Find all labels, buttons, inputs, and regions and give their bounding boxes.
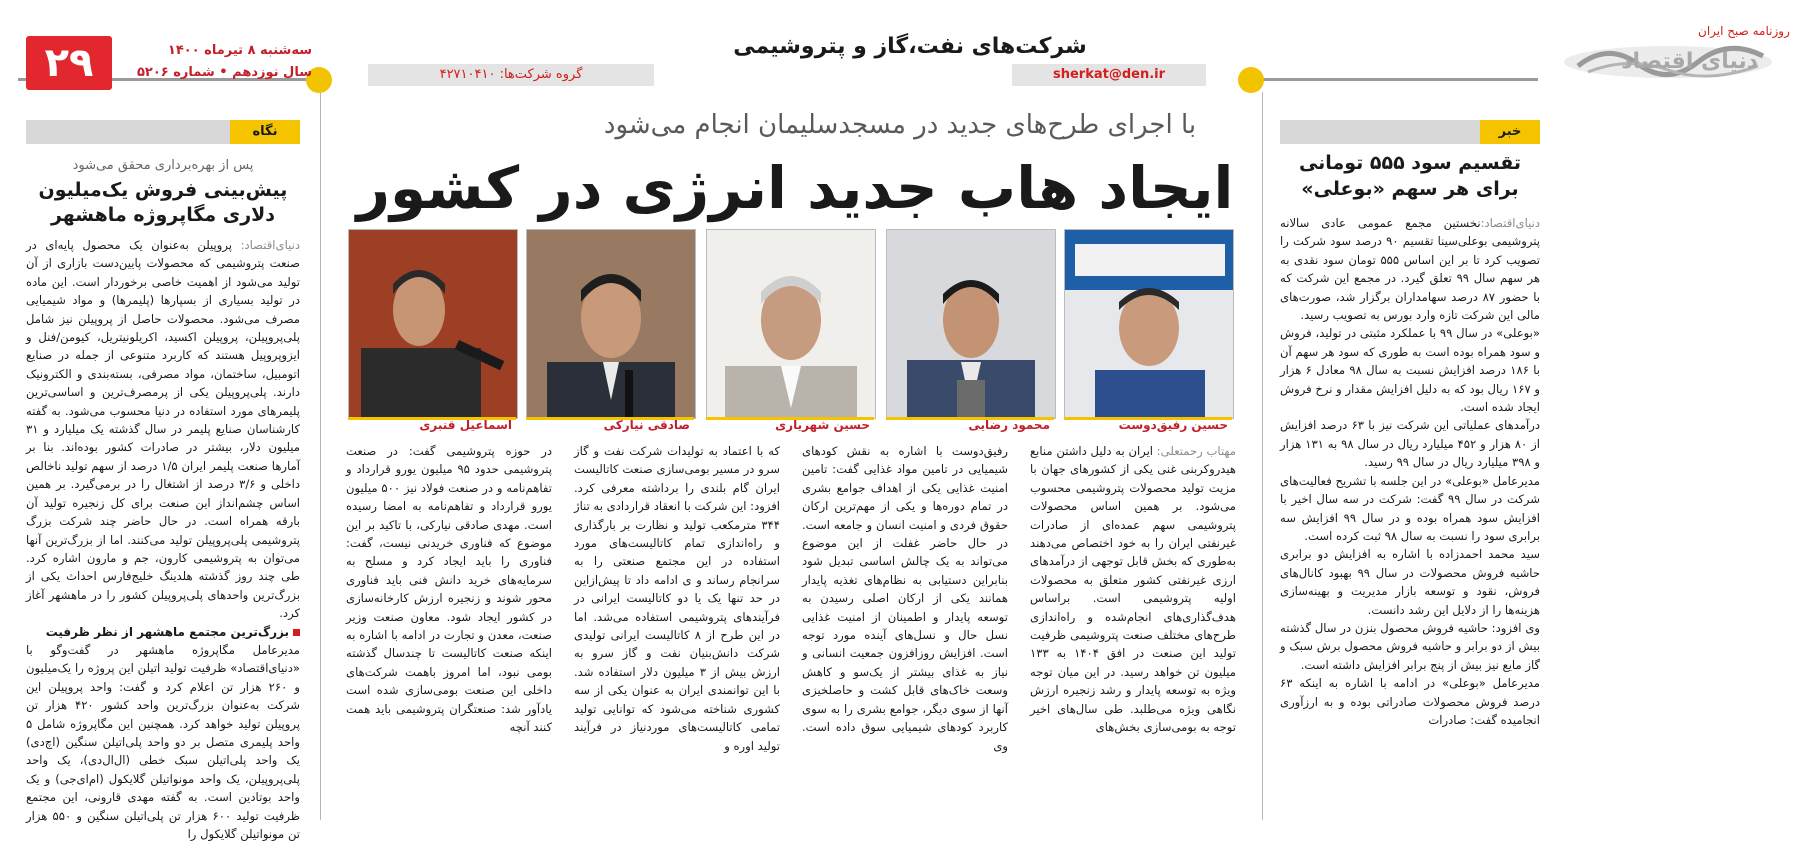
left-column-tag: نگاه [26,120,300,144]
masthead[interactable] [1548,22,1788,82]
photo-caption: حسین شهریاری [706,417,874,438]
column-divider [320,92,321,820]
issue-number: سال نوزدهم • شماره ۵۲۰۶ [136,65,312,80]
photo-caption: محمود رضایی [886,417,1054,438]
right-column-title[interactable]: تقسیم سود ۵۵۵ تومانی برای هر سهم «بوعلی» [1298,152,1522,200]
right-column-body: دنیای‌اقتصاد:نخستین مجمع عمومی عادی سالانه پتروشیمی بوعلی‌سینا تقسیم ۹۰ درصد سود شرکت را تصویب کرد تا بر این اساس ۵۵۵ تومان سود نقدی به هر سهم سال ۹۹ تعلق گیرد. در مجمع این شرکت که با حضور ۸۷ درصد سهامداران برگزار شد، صورت‌های مالی این شرکت تازه وارد بورس به تصویب رسید. «بوعلی» در سال ۹۹ با عملکرد مثبتی در تولید، فروش و سود همراه بوده است به طوری که سود هر سهم آن با ۱۸۶ درصد افزایش نسبت به سال ۹۸ معادل ۶ هزار و ۱۶۷ ریال بود که به دلیل افزایش مقدار و نرخ فروش ایجاد شده است. درآمدهای عملیاتی این شرکت نیز با ۶۳ درصد افزایش از ۸۰ هزار و ۴۵۲ میلیارد ریال در سال ۹۸ به ۱۳۱ هزار و ۳۹۸ میلیارد ریال در سال ۹۹ رسید. مدیرعامل «بوعلی» در این جلسه با تشریح فعالیت‌های شرکت در سال ۹۹ گفت: شرکت در سه سال اخیر با افزایش سود همراه بوده و در سال ۹۹ افزایش سه برابری سود را نسبت به سال ۹۸ ثبت کرده است. سید محمد احمدزاده با اشاره به افزایش دو برابری حاشیه فروش محصولات در سال ۹۹ بهبود کانال‌های فروش، نقود و توسعه بازار مدیریت و بهینه‌سازی هزینه‌ها را از دلایل این رشد دانست. وی افزود: حاشیه فروش محصول بنزن در سال گذشته بیش از دو برابر و حاشیه فروش محصول برش سبک و گاز مایع نیز بیش از پنج برابر افزایش داشته است. مدیرعامل «بوعلی» در ادامه با اشاره به اینکه ۶۳ درصد فروش محصولات صادراتی بوده و به ارزآوری انجامیده گفت: صادرات [1280,216,1541,727]
page-number: ۲۹ [26,36,112,90]
photo-caption: صادقی نیارکی [526,417,694,438]
story-column-2: رفیق‌دوست با اشاره به نقش کودهای شیمیایی در تامین مواد غذایی گفت: تامین امنیت غذایی یکی از اهداف جوامع بشری در تمام دوره‌ها و یکی از مهم‌ترین ارکان حقوق فردی و امنیت انسان و جامعه است. در حال حاضر غفلت از این موضوع می‌تواند به یک چالش اساسی تبدیل شود بنابراین دستیابی به نظام‌های تغذیه پایدار همانند یکی از ارکان اصلی رسیدن به توسعه پایدار و اطمینان از امنیت غذایی نسل حال و نسل‌های آینده مورد توجه است. افزایش روزافزون جمعیت انسانی و نیاز به غذای بیشتر از یک‌سو و کاهش وسعت خاک‌های قابل کشت و حاصلخیزی آنها از سوی دیگر، جوامع بشری را به سوی کاربرد کودهای شیمیایی سوق داده است. وی [802,444,1008,753]
story-column-4: در حوزه پتروشیمی گفت: در صنعت پتروشیمی حدود ۹۵ میلیون یورو قرارداد و تفاهم‌نامه و در صنعت فولاد نیز ۵۰۰ میلیون یورو قرارداد و تفاهم‌نامه به امضا رسیده است. مهدی صادقی نیارکی، با تاکید بر این موضوع که فناوری خریدنی نیست، گفت: فناوری را باید ایجاد کرد و مسلح به سرمایه‌های خرید دانش فنی باید فناوری محور شوند و زنجیره ارزش کارخانه‌سازی در کشور ایجاد شود. معاون صنعت وزیر صنعت، معدن و تجارت در ادامه با اشاره به اینکه صنعت کاتالیست تا چندسال گذشته بومی نبود، اما امروز باهمت شرکت‌های داخلی این صنعت بومی‌سازی شده است یادآور شد: صنعتگران پتروشیمی باید همت کنند آنچه [346,444,553,735]
left-column-kicker: پس از بهره‌برداری محقق می‌شود [72,158,254,173]
photo-ghanbari [348,229,518,419]
issue-date: سه‌شنبه ۸ تیرماه ۱۴۰۰ [167,43,312,58]
right-column-tag: خبر [1280,120,1540,144]
section-title: شرکت‌های نفت،گاز و پتروشیمی [733,34,1087,59]
photo-rezaei [886,229,1056,419]
left-column-body: دنیای‌اقتصاد: پروپیلن به‌عنوان یک محصول پایه‌ای در صنعت پتروشیمی که محصولات پایین‌دست بازاری از آن تولید می‌شود از اهمیت خاصی برخوردار است. این ماده در تولید بسیاری از بسپارها (پلیمرها) و مواد شیمیایی مصرف می‌شود. محصولات حاصل از پروپیلن نیز شامل پلی‌پروپیلن، پروپیلن اکسید، اکریلونیتریل، کیومن/فنل و ایزوپروپیل هستند که کاربرد متنوعی از جمله در صنایع اتومبیل، ساختمان، مواد مصرفی، بسته‌بندی و الکترونیک دارند. پلی‌پروپیلن یکی از پرمصرف‌ترین و اساسی‌ترین پلیمرهای مورد استفاده در دنیا محسوب می‌شود. به گفته کارشناسان صنایع پلیمر در سال گذشته یک میلیارد و ۳۱ میلیون دلار، بیشتر در صادرات کشور بوده‌اند. بنا بر آمارها صنعت پلیمر ایران ۱/۵ درصد از سهم تولید ناخالص داخلی و ۳/۶ درصد از اشتغال را در برمی‌گیرد. بر همین اساس چشم‌انداز این صنعت برای کل زنجیره تولید آن بارقه همراه است. در حال حاضر چند شرکت بزرگ پتروشیمی پلی‌پروپیلن تولید می‌کنند. اما از بزرگ‌ترین آنها می‌توان به پتروشیمی کارون، جم و مارون اشاره کرد. طی چند روز گذشته هلدینگ خلیج‌فارس احداث یکی از بزرگ‌ترین واحدهای پلی‌پروپیلن کشور را در ماهشهر آغاز کرد. بزرگ‌ترین مجتمع ماهشهر از نظر ظرفیت مدیرعامل مگاپروژه ماهشهر در گفت‌وگو با «دنیای‌اقتصاد» ظرفیت تولید اتیلن این پروژه را یک‌میلیون و ۲۶۰ هزار تن اعلام کرد و گفت: واحد پروپیلن این شرکت به‌عنوان بزرگ‌ترین واحد کشور ۴۲۰ هزار تن پروپیلن تولید خواهد کرد. همچنین این مگاپروژه شامل ۵ واحد پلیمری متصل بر دو واحد پلی‌اتیلن سنگین (اچ‌دی) یک واحد پلی‌اتیلن سبک خطی (ال‌ال‌دی)، یک واحد پلی‌پروپیلن، یک واحد مونواتیلن گلایکول (ام‌ای‌جی) و یک واحد بوتادین است. به گفته مهدی قارونی، این مجتمع ظرفیت تولید ۶۰۰ هزار تن پلی‌اتیلن سنگین و ۵۵۰ هزار تن مونواتیلن گلایکول را [26,238,300,841]
column-divider [1262,92,1263,820]
photo-caption: حسین رفیق‌دوست [1064,417,1232,438]
date-box [122,40,312,92]
section-phone: گروه شرکت‌ها: ۴۲۷۱۰۴۱۰ [368,64,654,86]
story-column-3: که با اعتماد به تولیدات شرکت نفت و گاز سرو در مسیر بومی‌سازی صنعت کاتالیست ایران گام بلندی را برداشته معرفی کرد. افزود: این شرکت با انعقاد قراردادی به تناژ ۳۴۴ مترمکعب تولید و نظارت بر بارگذاری و راه‌اندازی تمام کاتالیست‌های مورد استفاده در این مجتمع صنعتی را به سرانجام رساند و ی ادامه داد تا پیش‌ازاین در حد تنها یک یا دو کاتالیست ایرانی در فرآیندهای پتروشیمی استفاده می‌شد. اما در این طرح از ۸ کاتالیست ایرانی تولیدی شرکت دانش‌بنیان نفت و گاز سرو به ارزش بیش از ۳ میلیون دلار استفاده شد. با این توانمندی ایران به عنوان یکی از سه کشوری شناخته می‌شود که توانایی تولید تمامی کاتالیست‌های موردنیاز در فرآیند تولید اوره و [574,444,781,753]
section-email[interactable]: sherkat@den.ir [1012,64,1206,86]
byline: مهتاب رحمتعلی: [1156,444,1236,458]
yellow-dot-icon [1238,67,1264,93]
photo-sadeghi-niaraki [526,229,696,419]
svg-text:دنیای اقتصاد: دنیای اقتصاد [1621,49,1758,74]
photo-rafighdoost [1064,229,1234,419]
masthead-tagline: روزنامه صبح ایران [1698,24,1790,38]
story-kicker: با اجرای طرح‌های جدید در مسجدسلیمان انجام می‌شود [603,110,1197,140]
photo-caption: اسماعیل قنبری [348,417,516,438]
story-column-1: مهتاب رحمتعلی: ایران به دلیل داشتن منابع هیدروکربنی غنی یکی از کشورهای جهان با مزیت تولید محصولات پتروشیمی محسوب می‌شود. بر همین اساس محصولات پتروشیمی سهم عمده‌ای از صادرات غیرنفتی ایران را به خود اختصاص می‌دهند به‌طوری که بخش قابل توجهی از درآمدهای ارزی غیرنفتی کشور متعلق به محصولات اولیه پتروشیمی است. براساس هدف‌گذاری‌های انجام‌شده و راه‌اندازی طرح‌های مختلف صنعت پتروشیمی ظرفیت تولید این صنعت در افق ۱۴۰۴ به ۱۳۳ میلیون تن خواهد رسید. در این میان توجه ویژه به توسعه پایدار و رشد زنجیره ارزش نگاهی ویژه می‌طلبد. طی سال‌های اخیر توجه به بومی‌سازی بخش‌های [1030,444,1236,735]
newspaper-logo [1558,36,1778,80]
story-headline[interactable]: ایجاد هاب جدید انرژی در کشور [356,154,1234,222]
left-column-title[interactable]: پیش‌بینی فروش یک‌میلیون دلاری مگاپروژه ماهشهر [38,179,288,226]
photo-shahriari [706,229,876,419]
byline: دنیای‌اقتصاد: [240,238,300,252]
header-rule-right [1252,78,1538,81]
byline: دنیای‌اقتصاد: [1480,216,1540,230]
left-column-subhead: بزرگ‌ترین مجتمع ماهشهر از نظر ظرفیت [26,623,300,641]
